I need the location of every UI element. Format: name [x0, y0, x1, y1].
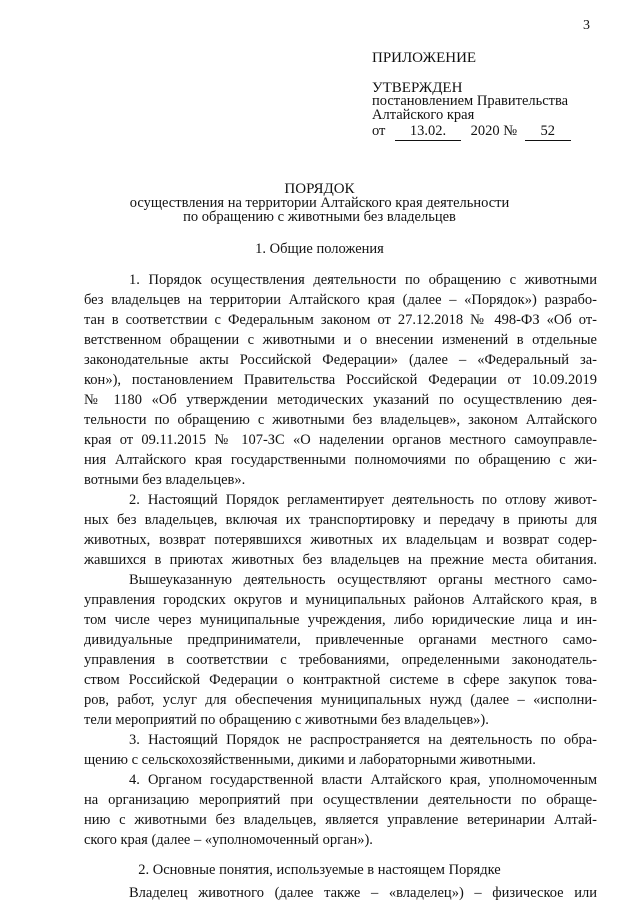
section-1-heading: 1. Общие положения	[255, 241, 384, 257]
title-line-1: ПОРЯДОК	[284, 181, 355, 197]
body-line: ния Алтайского края государственными полномочиями по обращению с жи-	[84, 452, 597, 468]
body-line: тан в соответствии с Федеральным законом от 27.12.2018 № 498-ФЗ «Об от-	[84, 312, 597, 328]
body-line: ных без владельцев, включая их транспортировку и передачу в приюты для	[84, 512, 597, 528]
section-2-heading: 2. Основные понятия, используемые в настоящем Порядке	[138, 862, 501, 878]
body-line: кон»), постановлением Правительства Российской Федерации от 10.09.2019	[84, 372, 597, 388]
body-line: без владельцев на территории Алтайского края (далее – «Порядок») разрабо-	[84, 292, 597, 308]
body-line: 4. Органом государственной власти Алтайского края, уполномоченным	[129, 772, 597, 788]
title-line-3: по обращению с животными без владельцев	[183, 209, 456, 225]
date-prefix: от	[372, 123, 386, 139]
body-line: на организацию мероприятий при осуществлении деятельности по обраще-	[84, 792, 597, 808]
body-line: управления городских округов и муниципальных районов Алтайского края, в	[84, 592, 597, 608]
appendix-label: ПРИЛОЖЕНИЕ	[372, 50, 477, 66]
doc-number: 52	[525, 123, 571, 141]
body-line: вотными без владельцев».	[84, 472, 246, 488]
approval-date: 13.02.	[395, 123, 461, 141]
approved-by-line2: Алтайского края	[372, 107, 475, 123]
body-line: том числе через муниципальные учреждения, либо юридические лица и ин-	[84, 612, 597, 628]
body-line: животных, возврат потерявшихся животных их владельцам и возврат содер-	[84, 532, 597, 548]
body-line: 1. Порядок осуществления деятельности по обращению с животными	[129, 272, 597, 288]
body-line: управления в соответствии с требованиями, определенными законодатель-	[84, 652, 597, 668]
body-line: ством Российской Федерации о контрактной системе в сфере закупок това-	[84, 672, 597, 688]
approved-by-line1: постановлением Правительства	[372, 93, 569, 109]
body-line: дивидуальные предприниматели, привлеченные органами местного само-	[84, 632, 597, 648]
body-line: 2. Настоящий Порядок регламентирует деятельность по отлову живот-	[129, 492, 597, 508]
body-line: тельности по обращению с животными без владельцев», законом Алтайского	[84, 412, 597, 428]
body-line: щению с сельскохозяйственными, дикими и лабораторными животными.	[84, 752, 536, 768]
section-2-first-line: Владелец животного (далее также – «владелец») – физическое или	[129, 885, 597, 901]
body-line: тели мероприятий по обращению с животными без владельцев»).	[84, 712, 489, 728]
title-line-2: осуществления на территории Алтайского края деятельности	[129, 195, 510, 211]
body-line: края от 09.11.2015 № 107-ЗС «О наделении органов местного самоуправле-	[84, 432, 597, 448]
approved-label: УТВЕРЖДЕН	[372, 80, 463, 96]
body-line: № 1180 «Об утверждении методических указаний по осуществлению дея-	[84, 392, 597, 408]
approval-date-line	[372, 123, 571, 141]
body-line: ров, работ, услуг для обеспечения муниципальных нужд (далее – «исполни-	[84, 692, 597, 708]
year-number-label: 2020 №	[470, 123, 518, 139]
body-line: Вышеуказанную деятельность осуществляют органы местного само-	[129, 572, 597, 588]
body-line: 3. Настоящий Порядок не распространяется на деятельность по обра-	[129, 732, 597, 748]
body-line: законодательные акты Российской Федерации» (далее – «Федеральный за-	[84, 352, 597, 368]
page-number: 3	[583, 18, 590, 33]
body-line: ветственном обращении с животными и о внесении изменений в отдельные	[84, 332, 597, 348]
body-line: жавшихся в приютах животных без владельцев на прежние места обитания.	[84, 552, 597, 568]
body-line: ского края (далее – «уполномоченный орган»).	[84, 832, 373, 848]
body-line: нию с животными без владельцев, является управление ветеринарии Алтай-	[84, 812, 597, 828]
